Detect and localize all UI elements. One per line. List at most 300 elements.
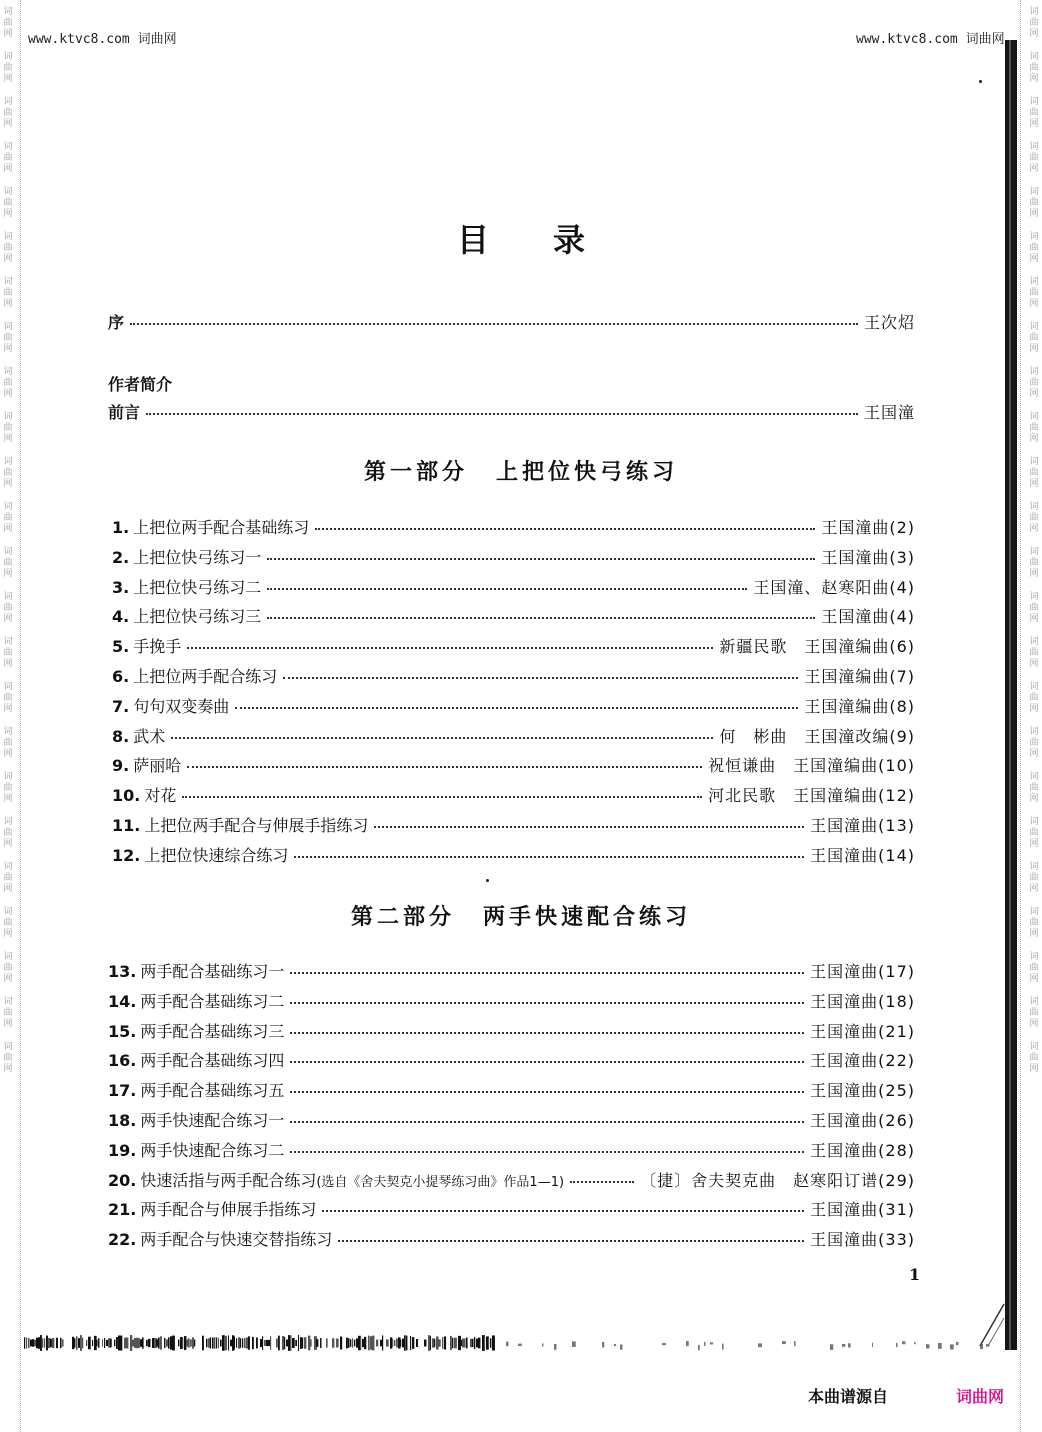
scan-noise-mark bbox=[490, 1338, 491, 1348]
scan-noise-mark bbox=[234, 1336, 235, 1349]
side-watermark-group bbox=[3, 772, 12, 805]
scan-noise-mark bbox=[218, 1338, 219, 1349]
scan-noise-mark bbox=[130, 1335, 132, 1351]
side-watermark-char: 曲 bbox=[3, 108, 13, 118]
leader-dots bbox=[283, 676, 798, 679]
leader-dots bbox=[187, 765, 702, 768]
scan-noise-mark bbox=[30, 1340, 32, 1347]
scan-noise-mark bbox=[86, 1340, 87, 1346]
scan-noise-mark bbox=[316, 1339, 318, 1347]
side-watermark-char: 网 bbox=[1029, 299, 1039, 309]
side-watermark-char: 曲 bbox=[1029, 513, 1039, 523]
side-watermark-char: 曲 bbox=[3, 378, 13, 388]
scan-noise-mark bbox=[88, 1337, 91, 1350]
scan-noise-mark bbox=[206, 1339, 207, 1347]
toc-item-number: 2. bbox=[112, 547, 130, 567]
scan-noise-mark bbox=[46, 1336, 48, 1351]
side-watermark-char: 词 bbox=[3, 952, 13, 962]
side-watermark-char: 网 bbox=[1029, 929, 1039, 939]
side-watermark-group bbox=[1029, 97, 1038, 130]
side-watermark-char: 词 bbox=[1029, 277, 1039, 287]
scan-noise-mark bbox=[472, 1339, 473, 1347]
side-watermark-char: 网 bbox=[3, 929, 13, 939]
side-watermark-char: 网 bbox=[3, 29, 13, 39]
side-watermark-group bbox=[3, 7, 12, 40]
side-watermark-char: 网 bbox=[1029, 524, 1039, 534]
scan-noise-mark bbox=[168, 1337, 170, 1348]
scan-noise-mark bbox=[348, 1338, 350, 1348]
toc-item-number: 15. bbox=[108, 1021, 137, 1041]
scan-noise-mark bbox=[572, 1341, 576, 1346]
scan-noise-mark bbox=[926, 1344, 929, 1348]
side-watermark-group bbox=[3, 637, 12, 670]
toc-item-number: 19. bbox=[108, 1140, 137, 1160]
toc-item-page: (29) bbox=[878, 1170, 915, 1190]
scan-noise-mark bbox=[236, 1338, 237, 1347]
toc-item-number: 4. bbox=[112, 607, 130, 627]
toc-item-page: (28) bbox=[878, 1140, 915, 1160]
toc-row bbox=[108, 959, 915, 982]
scan-noise-mark bbox=[454, 1338, 457, 1349]
side-watermark-char: 网 bbox=[3, 434, 13, 444]
side-watermark-char: 词 bbox=[3, 637, 13, 647]
toc-row bbox=[112, 634, 915, 657]
leader-dots bbox=[290, 1150, 804, 1153]
side-watermark-char: 曲 bbox=[3, 243, 13, 253]
side-watermark-char: 词 bbox=[1029, 772, 1039, 782]
scan-noise-mark bbox=[114, 1340, 115, 1347]
side-watermark-char: 网 bbox=[1029, 254, 1039, 264]
leader-dots bbox=[235, 706, 798, 709]
toc-item-number: 16. bbox=[108, 1051, 137, 1071]
toc-item-title: 两手配合与快速交替指练习 bbox=[140, 1230, 333, 1250]
side-watermark-char: 网 bbox=[3, 119, 13, 129]
side-watermark-char: 曲 bbox=[1029, 423, 1039, 433]
leader-dots bbox=[322, 1209, 804, 1212]
toc-item-title: 两手配合与伸展手指练习 bbox=[140, 1200, 317, 1220]
scan-noise-mark bbox=[104, 1338, 105, 1348]
side-watermark-char: 曲 bbox=[3, 873, 13, 883]
toc-item-author: 王国潼曲 bbox=[810, 991, 879, 1011]
scan-noise-strip bbox=[24, 1334, 1004, 1352]
scan-noise-mark bbox=[554, 1344, 556, 1350]
toc-item-title: 快速活指与两手配合练习 bbox=[140, 1170, 317, 1190]
side-watermark-char: 词 bbox=[1029, 367, 1039, 377]
side-watermark-char: 网 bbox=[3, 389, 13, 399]
side-watermark-char: 网 bbox=[1029, 479, 1039, 489]
side-watermark-char: 网 bbox=[1029, 884, 1039, 894]
side-watermark-char: 词 bbox=[1029, 682, 1039, 692]
side-watermark-char: 曲 bbox=[1029, 648, 1039, 658]
toc-item-author: 王国潼曲 bbox=[821, 547, 890, 567]
side-watermark-group bbox=[3, 682, 12, 715]
toc-row bbox=[108, 1078, 915, 1101]
side-watermark-char: 词 bbox=[3, 727, 13, 737]
toc-item-author: 王国潼曲 bbox=[810, 1200, 879, 1220]
toc-item-number: 18. bbox=[108, 1111, 137, 1130]
side-watermark-group bbox=[1029, 682, 1038, 715]
scan-noise-mark bbox=[202, 1336, 204, 1351]
scan-noise-mark bbox=[256, 1338, 258, 1349]
toc-item-author: 何 彬曲 王国潼改编 bbox=[719, 726, 890, 746]
toc-item-author: 王国潼曲 bbox=[821, 607, 890, 627]
toc-item-author: 王国潼曲 bbox=[821, 518, 890, 537]
side-watermark-char: 词 bbox=[1029, 232, 1039, 242]
toc-item-page: (4) bbox=[889, 577, 915, 597]
toc-item-number: 9. bbox=[112, 756, 130, 776]
toc-item-author: 新疆民歌 王国潼编曲 bbox=[719, 637, 890, 657]
scan-noise-mark bbox=[430, 1336, 431, 1350]
side-watermark-char: 词 bbox=[3, 682, 13, 692]
side-watermark-char: 词 bbox=[1029, 7, 1039, 17]
scan-noise-mark bbox=[478, 1338, 480, 1349]
part2-heading bbox=[0, 900, 1042, 931]
side-watermark-char: 曲 bbox=[3, 198, 13, 208]
toc-label: 序 bbox=[108, 313, 125, 332]
side-watermark-char: 网 bbox=[3, 1064, 13, 1074]
side-watermark-char: 词 bbox=[3, 97, 13, 107]
scan-noise-mark bbox=[542, 1343, 543, 1346]
toc-item-page: (6) bbox=[889, 637, 915, 657]
toc-label: 前言 bbox=[108, 403, 141, 422]
side-watermark-char: 词 bbox=[1029, 142, 1039, 152]
toc-item-number: 20. bbox=[108, 1170, 137, 1190]
scan-noise-mark bbox=[72, 1337, 74, 1349]
side-watermark-group bbox=[3, 97, 12, 130]
toc-item-title: 上把位两手配合练习 bbox=[133, 667, 278, 686]
scan-noise-mark bbox=[320, 1338, 321, 1348]
side-watermark-group bbox=[3, 592, 12, 625]
scan-noise-mark bbox=[230, 1340, 232, 1347]
scan-noise-mark bbox=[266, 1340, 268, 1346]
scan-noise-mark bbox=[956, 1342, 959, 1345]
scan-noise-mark bbox=[830, 1344, 833, 1350]
scan-noise-mark bbox=[52, 1338, 54, 1348]
toc-item-title: 上把位两手配合基础练习 bbox=[133, 518, 310, 537]
toc-item-author: 王国潼曲 bbox=[810, 816, 879, 835]
scan-noise-mark bbox=[872, 1343, 873, 1347]
toc-item-page: (9) bbox=[889, 726, 915, 746]
side-watermark-char: 词 bbox=[1029, 637, 1039, 647]
side-watermark-char: 网 bbox=[3, 794, 13, 804]
scan-noise-mark bbox=[614, 1344, 616, 1346]
toc-row bbox=[108, 989, 915, 1012]
scan-noise-mark bbox=[296, 1340, 297, 1346]
side-watermark-char: 曲 bbox=[3, 513, 13, 523]
scan-noise-mark bbox=[142, 1337, 144, 1348]
side-watermark-char: 曲 bbox=[3, 603, 13, 613]
toc-item-page: (26) bbox=[878, 1111, 915, 1130]
scan-noise-mark bbox=[450, 1336, 452, 1350]
side-watermark-char: 词 bbox=[3, 187, 13, 197]
toc-item-number: 21. bbox=[108, 1200, 137, 1220]
side-watermark-char: 曲 bbox=[3, 963, 13, 973]
toc-row bbox=[108, 1019, 915, 1042]
toc-row bbox=[108, 1108, 915, 1131]
side-watermark-char: 曲 bbox=[1029, 378, 1039, 388]
side-watermark-char: 网 bbox=[3, 299, 13, 309]
scan-noise-mark bbox=[848, 1343, 851, 1347]
scan-noise-mark bbox=[138, 1338, 140, 1348]
side-watermark-group bbox=[3, 52, 12, 85]
scan-noise-mark bbox=[264, 1340, 266, 1346]
toc-item-page: (33) bbox=[878, 1230, 915, 1250]
scan-noise-mark bbox=[710, 1342, 713, 1344]
scan-noise-mark bbox=[372, 1336, 374, 1351]
side-watermark-char: 网 bbox=[3, 839, 13, 849]
side-watermark-char: 词 bbox=[3, 232, 13, 242]
toc-item-author: 〔捷〕舍夫契克曲 赵寒阳订谱 bbox=[640, 1170, 879, 1190]
watermark-left: www.ktvc8.com 词曲网 bbox=[28, 32, 177, 47]
side-watermark-char: 词 bbox=[1029, 907, 1039, 917]
leader-dots bbox=[290, 1001, 804, 1004]
scan-noise-mark bbox=[188, 1338, 190, 1347]
toc-row bbox=[112, 515, 915, 538]
toc-label: 作者简介 bbox=[108, 375, 173, 394]
scan-noise-mark bbox=[382, 1335, 383, 1350]
toc-item-page: (8) bbox=[889, 696, 915, 716]
scan-noise-mark bbox=[352, 1338, 353, 1347]
scan-noise-mark bbox=[354, 1340, 355, 1347]
scan-noise-mark bbox=[360, 1337, 361, 1349]
leader-dots bbox=[294, 855, 804, 858]
leader-dots bbox=[290, 1060, 804, 1063]
toc-item-author: 王国潼曲 bbox=[810, 1021, 879, 1041]
scan-noise-mark bbox=[346, 1338, 348, 1349]
scan-noise-mark bbox=[722, 1344, 724, 1350]
scan-noise-mark bbox=[350, 1339, 351, 1346]
toc-row bbox=[112, 813, 915, 836]
scan-noise-mark bbox=[244, 1338, 246, 1348]
toc-item-page: (13) bbox=[878, 816, 915, 835]
page-title: 目录 bbox=[456, 221, 649, 259]
toc-item-title: 句句双变奏曲 bbox=[133, 696, 230, 716]
side-watermark-group bbox=[3, 412, 12, 445]
scan-noise-mark bbox=[164, 1338, 165, 1348]
side-watermark-char: 网 bbox=[1029, 74, 1039, 84]
side-watermark-char: 曲 bbox=[3, 1008, 13, 1018]
scan-noise-mark bbox=[60, 1338, 62, 1348]
scan-noise-mark bbox=[56, 1338, 58, 1348]
side-watermark-group bbox=[3, 367, 12, 400]
toc-item-number: 3. bbox=[112, 577, 130, 597]
scan-noise-mark bbox=[412, 1337, 414, 1349]
side-watermark-char: 曲 bbox=[3, 333, 13, 343]
scan-noise-mark bbox=[24, 1337, 25, 1349]
toc-item-title: 两手快速配合练习一 bbox=[140, 1111, 285, 1130]
scan-noise-mark bbox=[242, 1338, 243, 1347]
side-watermark-char: 网 bbox=[1029, 974, 1039, 984]
scan-noise-mark bbox=[950, 1344, 954, 1349]
side-watermark-char: 词 bbox=[1029, 997, 1039, 1007]
scan-noise-mark bbox=[80, 1335, 82, 1351]
side-watermark-group bbox=[3, 277, 12, 310]
scan-noise-mark bbox=[240, 1338, 241, 1348]
side-watermark-group bbox=[3, 502, 12, 535]
side-watermark-char: 词 bbox=[3, 502, 13, 512]
toc-item-page: (21) bbox=[878, 1021, 915, 1041]
side-watermark-char: 网 bbox=[1029, 29, 1039, 39]
scan-noise-mark bbox=[300, 1337, 302, 1349]
side-watermark-char: 网 bbox=[1029, 389, 1039, 399]
side-watermark-char: 词 bbox=[1029, 547, 1039, 557]
toc-item-number: 8. bbox=[112, 726, 130, 746]
scan-noise-mark bbox=[484, 1337, 485, 1350]
scan-noise-mark bbox=[386, 1339, 389, 1346]
side-watermark-char: 网 bbox=[1029, 794, 1039, 804]
toc-item-title: 手挽手 bbox=[133, 637, 182, 657]
leader-dots bbox=[267, 557, 815, 560]
scan-noise-mark bbox=[938, 1343, 942, 1349]
toc-item-page: (25) bbox=[878, 1081, 915, 1101]
side-watermark-char: 网 bbox=[3, 614, 13, 624]
side-watermark-group bbox=[1029, 7, 1038, 40]
scan-noise-mark bbox=[252, 1337, 254, 1349]
scan-noise-mark bbox=[298, 1335, 299, 1351]
toc-item-title: 两手配合基础练习三 bbox=[140, 1021, 285, 1041]
side-watermark-char: 曲 bbox=[3, 63, 13, 73]
side-watermark-char: 词 bbox=[3, 7, 13, 17]
side-watermark-char: 网 bbox=[3, 1019, 13, 1029]
scan-noise-mark bbox=[282, 1336, 284, 1350]
footer-brand-link[interactable]: 词曲网 bbox=[956, 1387, 1005, 1406]
toc-item-author: 王国潼曲 bbox=[810, 1230, 879, 1250]
scan-noise-mark bbox=[92, 1340, 93, 1346]
toc-item-author: 祝恒谦曲 王国潼编曲 bbox=[708, 756, 879, 776]
side-watermark-group bbox=[3, 547, 12, 580]
scan-noise-mark bbox=[602, 1342, 604, 1348]
scan-noise-mark bbox=[28, 1338, 30, 1348]
scan-noise-mark bbox=[26, 1337, 27, 1348]
scan-noise-mark bbox=[794, 1341, 796, 1346]
side-watermark-char: 词 bbox=[1029, 412, 1039, 422]
scan-noise-mark bbox=[224, 1336, 227, 1350]
side-watermark-char: 曲 bbox=[1029, 288, 1039, 298]
scan-noise-mark bbox=[210, 1337, 211, 1348]
part1-heading bbox=[0, 455, 1042, 486]
scan-noise-mark bbox=[38, 1337, 40, 1349]
side-watermark-char: 曲 bbox=[1029, 783, 1039, 793]
side-watermark-char: 曲 bbox=[3, 558, 13, 568]
scan-noise-mark bbox=[146, 1340, 148, 1346]
side-watermark-group bbox=[1029, 277, 1038, 310]
toc-item-page: (10) bbox=[878, 756, 915, 776]
side-watermark-char: 词 bbox=[3, 367, 13, 377]
side-watermark-group bbox=[1029, 547, 1038, 580]
side-watermark-char: 网 bbox=[1029, 164, 1039, 174]
scan-noise-mark bbox=[120, 1336, 122, 1351]
side-watermark-char: 曲 bbox=[3, 738, 13, 748]
side-watermark-char: 曲 bbox=[3, 918, 13, 928]
toc-item-page: (18) bbox=[878, 991, 915, 1011]
toc-item-author: 王国潼曲 bbox=[810, 845, 879, 865]
scan-noise-mark bbox=[518, 1344, 522, 1346]
side-watermark-char: 曲 bbox=[3, 693, 13, 703]
side-watermark-group bbox=[3, 952, 12, 985]
leader-dots bbox=[187, 646, 713, 649]
footer-source-text: 本曲谱源自 bbox=[808, 1387, 889, 1406]
toc-item-page: (3) bbox=[889, 547, 915, 567]
scan-noise-mark bbox=[158, 1337, 160, 1348]
toc-author: 王次炤 bbox=[863, 313, 915, 332]
side-watermark-char: 曲 bbox=[1029, 333, 1039, 343]
side-watermark-char: 词 bbox=[3, 457, 13, 467]
toc-item-title: 武术 bbox=[133, 726, 166, 746]
side-watermark-char: 曲 bbox=[1029, 108, 1039, 118]
scan-speck bbox=[979, 80, 982, 83]
page-number: 1 bbox=[909, 1265, 921, 1284]
side-watermark-char: 词 bbox=[3, 772, 13, 782]
toc-item-number: 5. bbox=[112, 637, 130, 657]
scan-noise-mark bbox=[758, 1343, 762, 1347]
toc-item-number: 17. bbox=[108, 1081, 137, 1101]
toc-row bbox=[112, 843, 915, 866]
side-watermark-char: 词 bbox=[3, 592, 13, 602]
side-watermark-group bbox=[1029, 142, 1038, 175]
toc-item-author: 河北民歌 王国潼编曲 bbox=[708, 786, 879, 806]
leader-dots bbox=[267, 616, 815, 619]
side-watermark-group bbox=[1029, 817, 1038, 850]
toc-item-title: 两手配合基础练习一 bbox=[140, 962, 285, 981]
scan-noise-mark bbox=[396, 1338, 398, 1347]
side-watermark-char: 词 bbox=[1029, 502, 1039, 512]
toc-item-page: (31) bbox=[878, 1200, 915, 1220]
toc-item-author: 王国潼曲 bbox=[810, 1140, 879, 1160]
scan-noise-mark bbox=[404, 1335, 406, 1350]
leader-dots bbox=[570, 1180, 634, 1183]
watermark-right: www.ktvc8.com 词曲网 bbox=[856, 32, 1005, 47]
side-watermark-group bbox=[1029, 412, 1038, 445]
scan-noise-mark bbox=[172, 1336, 175, 1351]
toc-item-title: 萨丽哈 bbox=[133, 756, 182, 776]
side-watermark-char: 网 bbox=[3, 524, 13, 534]
scan-noise-mark bbox=[492, 1335, 495, 1350]
toc-item-title: 两手配合基础练习四 bbox=[140, 1051, 285, 1071]
side-watermark-char: 词 bbox=[3, 142, 13, 152]
side-watermark-char: 曲 bbox=[3, 468, 13, 478]
scan-noise-mark bbox=[308, 1336, 310, 1351]
side-watermark-char: 网 bbox=[1029, 1019, 1039, 1029]
scan-noise-mark bbox=[116, 1337, 118, 1349]
side-watermark-group bbox=[1029, 727, 1038, 760]
toc-row bbox=[112, 664, 915, 687]
side-watermark-char: 词 bbox=[1029, 457, 1039, 467]
scan-noise-mark bbox=[118, 1335, 120, 1350]
scan-noise-mark bbox=[78, 1338, 80, 1348]
side-watermark-group bbox=[1029, 952, 1038, 985]
side-watermark-char: 曲 bbox=[1029, 828, 1039, 838]
scan-noise-mark bbox=[238, 1337, 240, 1348]
side-watermark-char: 网 bbox=[3, 344, 13, 354]
scan-noise-mark bbox=[220, 1340, 222, 1347]
side-watermark-char: 网 bbox=[3, 749, 13, 759]
toc-item-number: 13. bbox=[108, 962, 137, 981]
toc-item-number: 1. bbox=[112, 518, 130, 537]
toc-row bbox=[112, 783, 915, 806]
side-watermark-char: 曲 bbox=[1029, 603, 1039, 613]
side-watermark-group bbox=[1029, 367, 1038, 400]
side-watermark-char: 网 bbox=[3, 659, 13, 669]
toc-item-author: 王国潼编曲 bbox=[804, 696, 890, 716]
scan-noise-mark bbox=[190, 1339, 192, 1346]
side-watermark-group bbox=[1029, 862, 1038, 895]
scan-noise-mark bbox=[286, 1340, 288, 1347]
scan-noise-mark bbox=[406, 1336, 407, 1351]
scan-noise-mark bbox=[40, 1335, 42, 1351]
side-watermark-group bbox=[3, 862, 12, 895]
scan-corner-mark bbox=[978, 1300, 1006, 1350]
side-watermark-char: 曲 bbox=[3, 18, 13, 28]
